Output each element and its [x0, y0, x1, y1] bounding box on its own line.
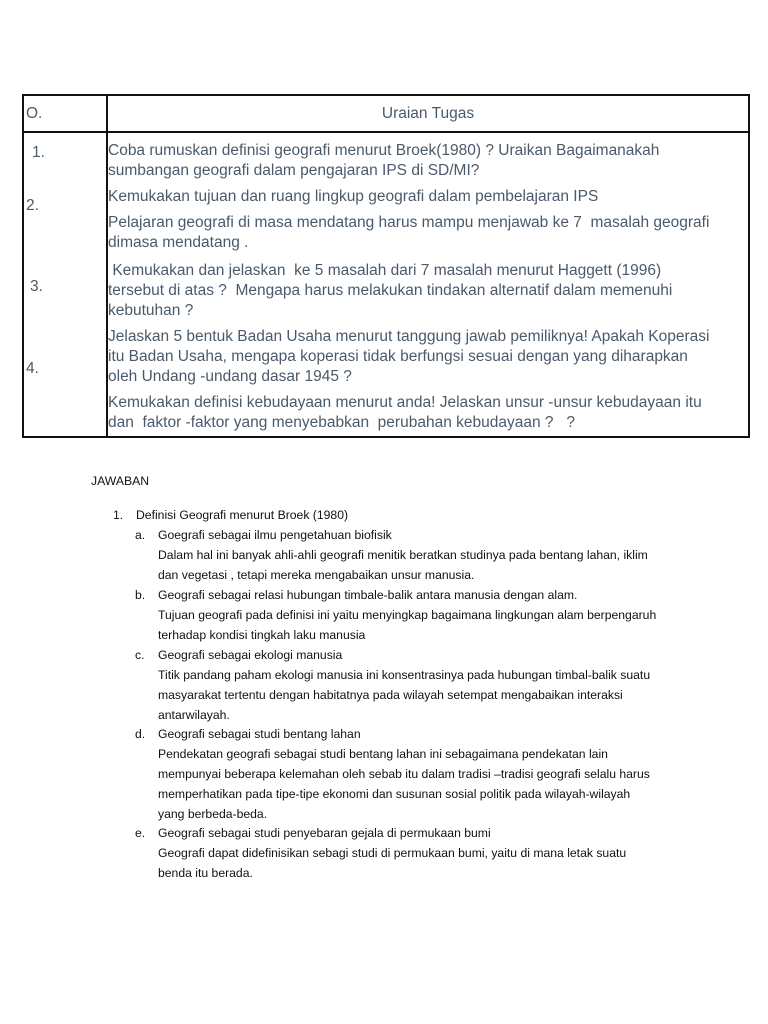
subitem-body-a: Dalam hal ini banyak ahli-ahli geografi menitik beratkan studinya pada bentang lahan, iklim dan vegetasi , tetapi mereka mengabaikan unsur manusia. — [158, 548, 648, 582]
task-number-3: 3. — [30, 278, 43, 295]
task-text-6: Kemukakan definisi kebudayaan menurut anda! Jelaskan unsur -unsur kebudayaan itu dan faktor -faktor yang menyebabkan perubahan kebudayaan ? ? — [108, 394, 702, 431]
task-text-2: Kemukakan tujuan dan ruang lingkup geografi dalam pembelajaran IPS — [108, 188, 599, 205]
answer-item-title: Definisi Geografi menurut Broek (1980) — [136, 508, 349, 522]
task-text-1: Coba rumuskan definisi geografi menurut Broek(1980) ? Uraikan Bagaimanakah sumbangan geografi dalam pengajaran IPS di SD/MI? — [108, 142, 660, 179]
task-text-4: Kemukakan dan jelaskan ke 5 masalah dari 7 masalah menurut Haggett (1996) tersebut di atas ? Mengapa harus melakukan tindakan alternatif dalam memenuhi kebutuhan ? — [108, 262, 673, 319]
answer-heading: JAWABAN — [91, 474, 150, 488]
task-number-2: 2. — [26, 197, 39, 214]
subitem-title-b: Geografi sebagai relasi hubungan timbale-balik antara manusia dengan alam. — [158, 588, 578, 602]
subitem-letter-d: d. — [135, 727, 146, 741]
subitem-body-e: Geografi dapat didefinisikan sebagi studi di permukaan bumi, yaitu di mana letak suatu benda itu berada. — [158, 846, 627, 880]
subitem-body-c: Titik pandang paham ekologi manusia ini konsentrasinya pada hubungan timbal-balik suatu masyarakat tertentu dengan habitatnya pada wilayah setempat mengabaikan interaksi antarwilayah. — [158, 668, 651, 722]
subitem-letter-b: b. — [135, 588, 146, 602]
subitem-body-b: Tujuan geografi pada definisi ini yaitu menyingkap bagaimana lingkungan alam berpengaruh terhadap kondisi tingkah laku manusia — [158, 608, 657, 642]
task-text-3: Pelajaran geografi di masa mendatang harus mampu menjawab ke 7 masalah geografi dimasa mendatang . — [108, 214, 710, 251]
subitem-letter-e: e. — [135, 826, 146, 840]
subitem-letter-c: c. — [135, 648, 145, 662]
task-number-4: 4. — [26, 360, 39, 377]
subitem-title-a: Goegrafi sebagai ilmu pengetahuan biofisik — [158, 528, 392, 542]
subitem-letter-a: a. — [135, 528, 146, 542]
subitem-title-d: Geografi sebagai studi bentang lahan — [158, 727, 361, 741]
header-number: O. — [26, 105, 43, 122]
subitem-title-c: Geografi sebagai ekologi manusia — [158, 648, 343, 662]
header-title: Uraian Tugas — [381, 105, 475, 122]
answer-item-number: 1. — [113, 508, 124, 522]
subitem-body-d: Pendekatan geografi sebagai studi bentang lahan ini sebagaimana pendekatan lain mempunyai beberapa kelemahan oleh sebab itu dalam tradisi –tradisi geografi selalu harus memperhatikan pada tipe-tipe ekonomi dan susunan sosial politik pada wilayah-wilayah yang berbeda-beda. — [158, 747, 650, 821]
task-number-1: 1. — [32, 144, 45, 161]
task-table — [22, 94, 750, 438]
header-divider — [24, 131, 748, 133]
subitem-title-e: Geografi sebagai studi penyebaran gejala di permukaan bumi — [158, 826, 491, 840]
task-text-5: Jelaskan 5 bentuk Badan Usaha menurut tanggung jawab pemiliknya! Apakah Koperasi itu Badan Usaha, mengapa koperasi tidak berfungsi sesuai dengan yang diharapkan oleh Undang -undang dasar 1945 ? — [108, 328, 710, 385]
